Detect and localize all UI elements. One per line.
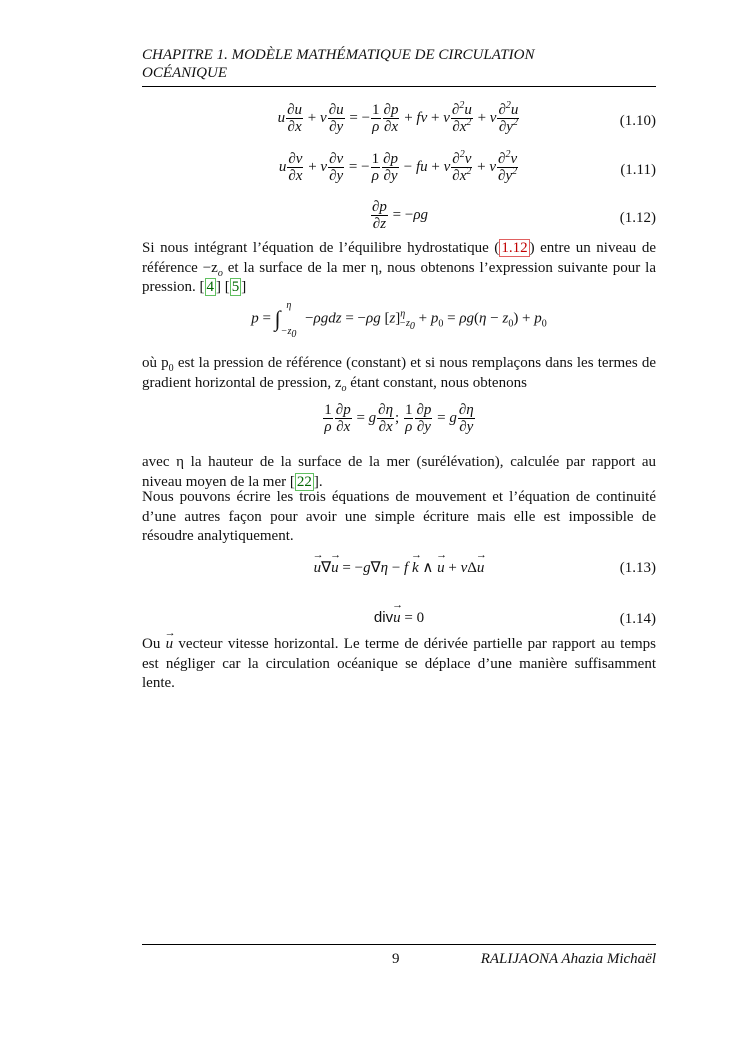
pressure-gradient-math: $\frac{1}{\rho}$ $\frac{\partial p}{\partial x}$ = g $\frac{\partial\eta}{\partial x}$ ; $\frac{1}{\rho}$ $\frac{\partial p}{\partial y}$ = g $\frac{\partial\eta}{\partial y}$ [324,402,474,435]
equation-number: (1.13) [619,560,656,576]
text-run: Nous pouvons écrire les trois équations de mouvement et l’équation de continuité d’une autres façon pour avoir une simple écriture mais elle est impossible de résoudre analytiquement. [142,489,656,544]
text-run: étant constant, nous obtenons [346,374,527,391]
footer-rule [142,944,656,945]
running-title-line1: CHAPITRE 1. MODÈLE MATHÉMATIQUE DE CIRCULATION [142,47,535,63]
equation-1-12-math: $\frac{\partial p}{\partial z}$ = −ρg [371,199,429,232]
subscript: 0 [168,363,174,374]
equation-1-10-math: u $\frac{\partial u}{\partial x}$ + v $\frac{\partial u}{\partial y}$ = − $\frac{1}{\rho}$ $\frac{\partial p}{\partial x}$ + fv + ν $\frac{\partial^2u}{\partial x^2}$ + ν $\frac{\partial^2u}{\partial y^2}$ [277,100,519,135]
text-run: et la surface de la mer η, nous obtenons l’expression suivante pour la pression. [142,259,656,295]
subscript: o [341,382,347,394]
paragraph-surface-height: avec η la hauteur de la surface de la mer (surélévation), calculée par rapport au niveau moyen de la mer [ 22 ]. [142,454,656,490]
equation-1-10 [142,102,656,142]
citation-link[interactable]: 5 [231,279,240,295]
text-run: est la pression de référence (constant) et si nous remplaçons dans les termes de gradient horizontal de pression, z [142,355,657,391]
subscript: o [217,267,223,279]
text-run: où p [142,355,169,371]
equation-1-13 [142,558,656,598]
footer-author: RALIJAONA Ahazia Michaël [480,951,656,967]
equation-number: (1.11) [620,162,656,178]
paragraph-velocity-vector [142,635,656,694]
pressure-integral-math: $p = \int_{-z_0}^\eta -\rho gdz = -\rho g$ $[z]^\eta_{-z_0} + p_0 = \rho g(\eta - z_0) + p_0$ [251,300,547,341]
equation-reference-link[interactable]: 1.12 [501,240,528,256]
header-rule [142,86,656,87]
text-run: Ou [142,636,166,652]
paragraph-reference-pressure [142,354,656,393]
equation-number: (1.14) [619,611,656,627]
text-run: avec η la hauteur de la surface de la mer (surélévation), calculée par rapport au niveau moyen de la mer [142,454,656,490]
equation-pressure-integral [142,300,656,346]
running-header [142,46,656,82]
equation-1-14-math: div→ u = 0 [142,609,656,627]
page-number: 9 [392,951,400,967]
equation-1-11 [142,151,656,191]
paragraph-hydrostatic: Si nous intégrant l’équation de l’équilibre hydrostatique ( 1.12 ) entre un niveau de référence $-z_o$ et la surface de la mer η, nous obtenons l’expression suivante pour la pression. [ 4 ] [ 5 ] [142,240,656,295]
equation-1-13-math: → u∇→ u = −g∇η − f → k ∧ → u + νΔ→ u [142,558,656,577]
paragraph-equations-rewrite [142,488,656,547]
running-title-line2: OCÉANIQUE [142,65,227,81]
equation-number: (1.12) [619,210,656,226]
equation-1-12 [142,199,656,239]
equation-pressure-gradient [142,402,656,442]
vector-u-symbol: → u [166,635,174,655]
citation-link[interactable]: 4 [206,279,214,295]
text-run: ) entre un niveau de référence −z [142,240,656,276]
text-run: Si nous intégrant l’équation de l’équilibre hydrostatique ( [142,240,500,256]
citation-link[interactable]: 22 [296,473,312,490]
equation-number: (1.10) [619,113,656,129]
text-run: vecteur vitesse horizontal. Le terme de dérivée partielle par rapport au temps est négliger car la circulation océanique se déplace d’une manière suffisamment lente. [142,636,656,691]
text-run: . [318,473,323,490]
equation-1-11-math: u $\frac{\partial v}{\partial x}$ + v $\frac{\partial v}{\partial y}$ = − $\frac{1}{\rho}$ $\frac{\partial p}{\partial y}$ − fu + ν $\frac{\partial^2v}{\partial x^2}$ + ν $\frac{\partial^2v}{\partial y^2}$ [278,149,518,184]
